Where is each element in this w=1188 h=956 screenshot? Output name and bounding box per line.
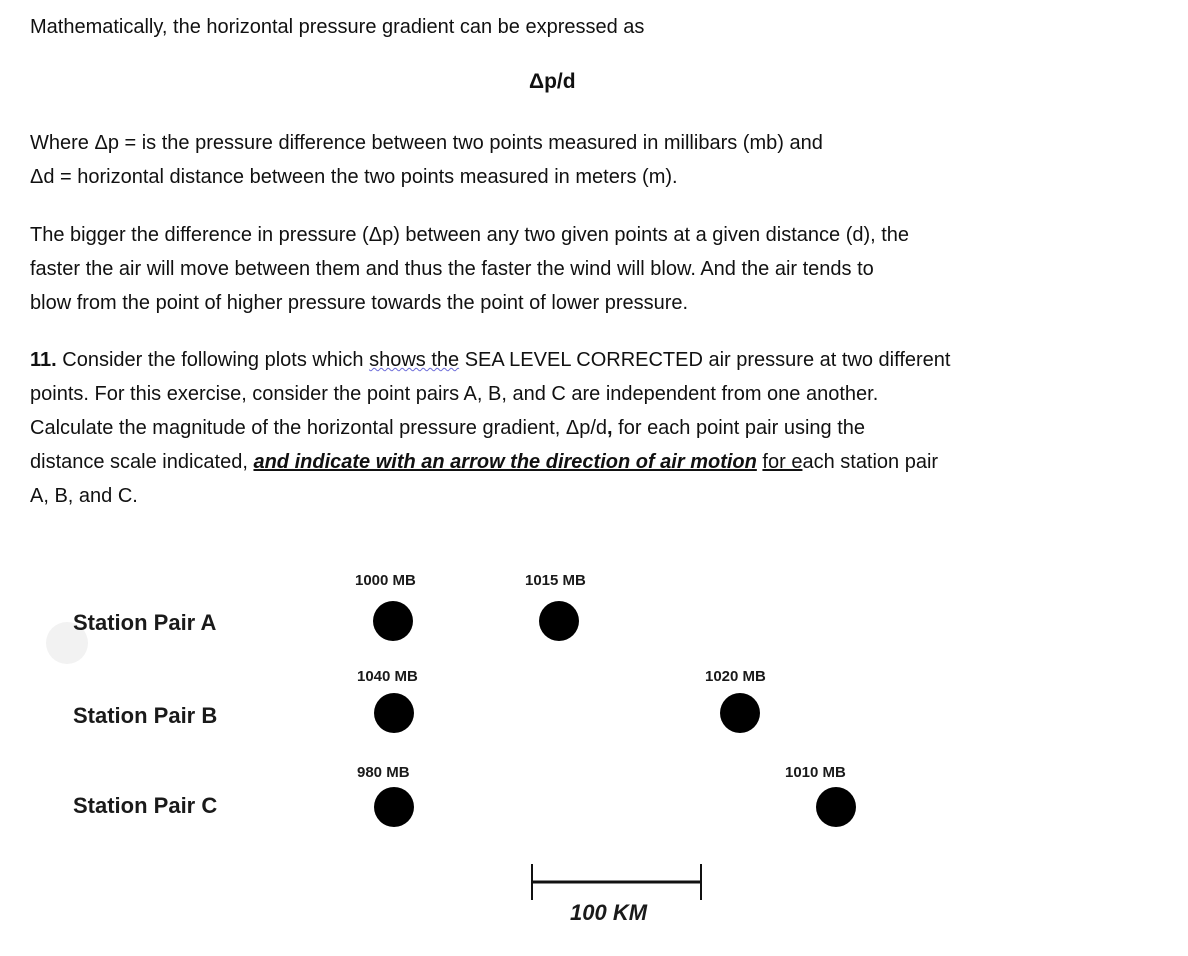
emphasized-instruction: and indicate with an arrow the direction of air motion <box>253 451 757 473</box>
pair-c-left-station-dot <box>374 787 414 827</box>
question-line-4: distance scale indicated, and indicate with an arrow the direction of air motion for each station pair <box>30 451 939 473</box>
pair-c-left-pressure: 980 MB <box>357 764 410 781</box>
station-pair-a-label: Station Pair A <box>73 610 217 635</box>
pair-a-left-pressure: 1000 MB <box>355 572 416 589</box>
gradient-formula: Δp/d <box>529 70 576 93</box>
question-line-2: points. For this exercise, consider the point pairs A, B, and C are independent from one another. <box>30 383 879 405</box>
pair-c-right-station-dot <box>816 787 856 827</box>
question-line-1: 11. Consider the following plots which shows the SEA LEVEL CORRECTED air pressure at two different <box>30 349 951 371</box>
question-line-3: Calculate the magnitude of the horizontal pressure gradient, Δp/d, for each point pair using the <box>30 417 865 439</box>
pair-b-right-pressure: 1020 MB <box>705 668 766 685</box>
station-pair-b-label: Station Pair B <box>73 703 218 728</box>
where-line-1: Where Δp = is the pressure difference between two points measured in millibars (mb) and <box>30 132 823 154</box>
station-pair-c-label: Station Pair C <box>73 793 218 818</box>
pair-a-right-station-dot <box>539 601 579 641</box>
para2-line-1: The bigger the difference in pressure (Δp) between any two given points at a given distance (d), the <box>30 224 910 246</box>
pair-b-left-station-dot <box>374 693 414 733</box>
intro-text: Mathematically, the horizontal pressure gradient can be expressed as <box>30 16 645 38</box>
pair-a-right-pressure: 1015 MB <box>525 572 586 589</box>
pair-b-left-pressure: 1040 MB <box>357 668 418 685</box>
pair-c-right-pressure: 1010 MB <box>785 764 846 781</box>
pair-a-left-station-dot <box>373 601 413 641</box>
scale-label: 100 KM <box>570 900 648 925</box>
question-number: 11. <box>30 349 57 371</box>
station-pairs-figure <box>0 540 1188 940</box>
pair-b-right-station-dot <box>720 693 760 733</box>
distance-scale-bar <box>524 860 714 904</box>
question-line-5: A, B, and C. <box>30 485 138 507</box>
grammar-flag: shows the <box>369 349 460 371</box>
where-line-2: Δd = horizontal distance between the two points measured in meters (m). <box>30 166 678 188</box>
para2-line-3: blow from the point of higher pressure towards the point of lower pressure. <box>30 292 689 314</box>
para2-line-2: faster the air will move between them and thus the faster the wind will blow. And the air tends to <box>30 258 874 280</box>
